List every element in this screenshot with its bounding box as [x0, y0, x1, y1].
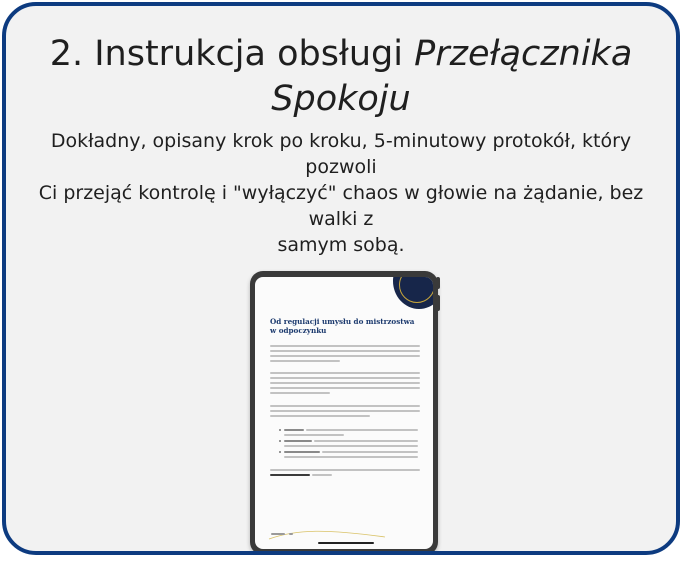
- tablet-mockup: [250, 271, 438, 555]
- decorative-swirl: [267, 527, 387, 541]
- text-line: [270, 360, 340, 362]
- text-line: [270, 387, 420, 389]
- title-italic-2: Spokoju: [271, 79, 411, 119]
- text-line: [270, 392, 330, 394]
- text-line: [312, 474, 332, 476]
- footer-mark: [289, 533, 293, 535]
- subtitle-line-2: Ci przejąć kontrolę i "wyłączyć" chaos w głowie na żądanie, bez walki z: [38, 182, 644, 230]
- text-line: [270, 382, 420, 384]
- text-line: [270, 405, 420, 407]
- title-line-2: [6, 77, 676, 122]
- subtitle-line-1: Dokładny, opisany krok po kroku, 5-minutowy protokół, który pozwoli: [50, 130, 632, 178]
- text-line: [284, 456, 418, 458]
- tablet-volume-button: [436, 295, 440, 311]
- text-line: [270, 469, 420, 471]
- list-item-term: [284, 440, 312, 442]
- list-bullet: [279, 451, 281, 453]
- subtitle-line-3: samym sobą.: [277, 234, 405, 256]
- text-line: [270, 377, 420, 379]
- list-item-term: [284, 429, 304, 431]
- list-item-term: [284, 451, 320, 453]
- content-card: [2, 2, 680, 555]
- title-italic-1: Przełącznika: [414, 34, 633, 74]
- title-line-1: [6, 32, 676, 77]
- page-subtitle: [26, 128, 656, 258]
- text-line: [322, 451, 418, 453]
- home-indicator: [318, 542, 374, 544]
- text-line: [270, 415, 370, 417]
- document-heading: Od regulacji umysłu do mistrzostwa w odpoczynku: [270, 317, 415, 335]
- tablet-power-button: [436, 277, 440, 289]
- text-line: [270, 372, 420, 374]
- page-title: [6, 32, 676, 122]
- text-line-bold: [270, 474, 310, 476]
- tablet-screen: [255, 277, 433, 549]
- text-line: [270, 345, 420, 347]
- text-line: [270, 350, 420, 352]
- footer-mark: [271, 533, 285, 535]
- list-bullet: [279, 429, 281, 431]
- text-line: [270, 410, 420, 412]
- list-bullet: [279, 440, 281, 442]
- text-line: [270, 355, 420, 357]
- text-line: [314, 440, 418, 442]
- title-plain: 2. Instrukcja obsługi: [49, 34, 415, 74]
- text-line: [306, 429, 418, 431]
- text-line: [284, 445, 418, 447]
- text-line: [284, 434, 344, 436]
